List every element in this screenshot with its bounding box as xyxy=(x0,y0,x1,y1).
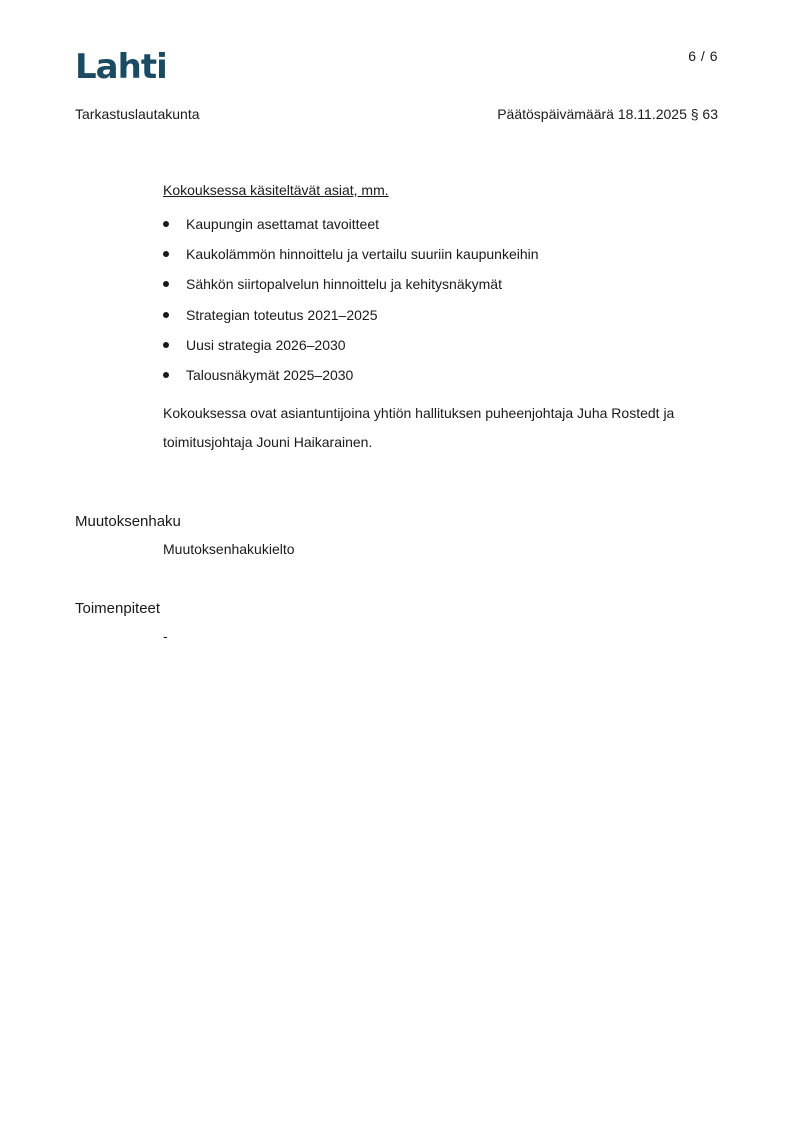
topic-text: Uusi strategia 2026–2030 xyxy=(186,336,346,353)
topic-item xyxy=(163,244,723,264)
bullet-icon xyxy=(163,251,169,257)
appeal-value: Muutoksenhakukielto xyxy=(163,541,295,557)
topic-text: Talousnäkymät 2025–2030 xyxy=(186,366,354,383)
lahti-logo-mark xyxy=(75,44,167,84)
topic-item xyxy=(163,365,723,385)
topic-text: Sähkön siirtopalvelun hinnoittelu ja kehitysnäkymät xyxy=(186,276,502,293)
lahti-logo xyxy=(75,44,167,84)
topic-item xyxy=(163,274,723,294)
page-number: 6 / 6 xyxy=(688,48,718,64)
topic-text: Strategian toteutus 2021–2025 xyxy=(186,306,378,323)
bullet-icon xyxy=(163,312,169,318)
meeting-topics-section xyxy=(163,180,723,458)
committee-name: Tarkastuslautakunta xyxy=(75,106,200,122)
topic-text: Kaupungin asettamat tavoitteet xyxy=(186,216,380,232)
appeal-heading: Muutoksenhaku xyxy=(75,513,181,530)
topic-item xyxy=(163,305,723,325)
logo-wordmark: Lahti xyxy=(75,47,167,84)
bullet-icon xyxy=(163,281,169,287)
topic-text: Kaukolämmön hinnoittelu ja vertailu suuriin kaupunkeihin xyxy=(186,246,539,263)
measures-value: - xyxy=(163,628,168,644)
experts-paragraph: Kokouksessa ovat asiantuntijoina yhtiön hallituksen puheenjohtaja Juha Rostedt ja toimitusjohtaja Jouni Haikarainen. xyxy=(163,404,675,451)
bullet-icon xyxy=(163,221,169,227)
topics-heading: Kokouksessa käsiteltävät asiat, mm. xyxy=(163,182,389,198)
bullet-icon xyxy=(163,372,169,378)
decision-date: Päätöspäivämäärä 18.11.2025 § 63 xyxy=(497,106,718,122)
measures-heading: Toimenpiteet xyxy=(75,600,161,617)
topic-item xyxy=(163,214,723,234)
bullet-icon xyxy=(163,342,169,348)
topic-list xyxy=(163,214,723,385)
topic-item xyxy=(163,335,723,355)
